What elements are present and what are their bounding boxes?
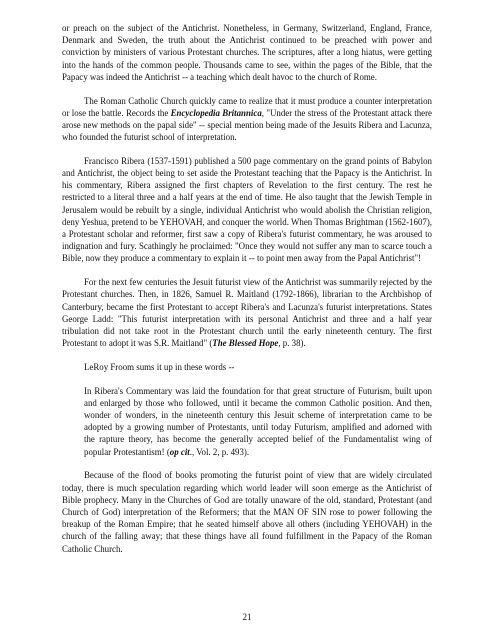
- paragraph-3-text: Francisco Ribera (1537-1591) published a 500 page commentary on the grand points of Babylon and Antichrist, the object being to set aside the Protestant teaching that the Papacy is the Antichrist. In his commentary, Ribera assigned the first chapters of Revelation to the first century. The rest he restricted to a literal three and a half years at the end of time. He also taught that the Jewish Temple in Jerusalem would be rebuilt by a single, individual Antichrist who would abolish the Christian religion, deny Yeshua, pretend to be YEHOVAH, and conquer the world. When Thomas Brightman (1562-1607), a Protestant scholar and reformer, first saw a copy of Ribera's futurist commentary, he was aroused to indignation and fury. Scathingly he proclaimed: "Once they would not suffer any man to scarce touch a Bible, now they produce a commentary to explain it -- to point men away from the Papal Antichrist"!: [62, 155, 432, 264]
- paragraph-7-text: Because of the flood of books promoting the futurist point of view that are widely circulated today, there is much speculation regarding which world leader will soon emerge as the Antichrist of Bible prophecy. Many in the Churches of God are totally unaware of the old, standard, Protestant (and Church of God) interpretation of the Reformers; that the MAN OF SIN rose to power following the breakup of the Roman Empire; that he seated himself above all others (including YEHOVAH) in the church of the falling away; that these things have all found fulfillment in the Papacy of the Roman Catholic Church.: [62, 470, 432, 554]
- paragraph-5-text: LeRoy Froom sums it up in these words --: [84, 361, 235, 372]
- document-body: [62, 22, 432, 566]
- paragraph-2: [62, 95, 432, 144]
- encyclopedia-britannica-title: Encyclopedia Britannica: [170, 107, 262, 118]
- block-quote-text-end: ., Vol. 2, p. 493).: [189, 446, 250, 457]
- block-quote: [84, 385, 432, 458]
- page-number: 21: [242, 612, 252, 622]
- paragraph-4-text-end: , p. 38).: [278, 338, 306, 349]
- block-quote-text-start: In Ribera's Commentary was laid the foundation for that great structure of Futurism, built upon and enlarged by those who followed, until it became the common Catholic position. And then, wonder of wonders, in the nineteenth century this Jesuit scheme of interpretation came to be adopted by a growing number of Protestants, until today Futurism, amplified and adorned with the rapture theory, has become the generally accepted belief of the Fundamentalist wing of popular Protestantism! (: [84, 385, 432, 457]
- paragraph-4: [62, 276, 432, 349]
- paragraph-3: [62, 155, 432, 265]
- paragraph-2-text-start: The Roman Catholic Church quickly came to realize that it must produce a counter interpretation or lose the battle. Records the: [62, 95, 432, 118]
- paragraph-2-text-end: , "Under the stress of the Protestant attack there arose new methods on the papal side" -- special mention being made of the Jesuits Ribera and Lacunza, who founded the futurist school of interpretation.: [62, 107, 432, 143]
- op-cit-citation: op cit: [169, 446, 190, 457]
- paragraph-5: [62, 361, 432, 373]
- blessed-hope-title: The Blessed Hope: [212, 338, 279, 349]
- paragraph-4-text-start: For the next few centuries the Jesuit futurist view of the Antichrist was summarily rejected by the Protestant churches. Then, in 1826, Samuel R. Maitland (1792-1866), librarian to the Archbishop of Canterbury, became the first Protestant to accept Ribera's and Lacunza's futurist interpretations. States George Ladd: "This futurist interpretation with its personal Antichrist and three and a half year tribulation did not take root in the Protestant church until the early nineteenth century. The first Protestant to adopt it was S.R. Maitland" (: [62, 277, 432, 349]
- paragraph-1: [62, 22, 432, 83]
- paragraph-1-text: or preach on the subject of the Antichrist. Nonetheless, in Germany, Switzerland, England, France, Denmark and Sweden, the truth about the Antichrist continued to be preached with power and conviction by ministers of various Protestant churches. The scriptures, after a long hiatus, were getting into the hands of the common people. Thousands came to see, within the pages of the Bible, that the Papacy was indeed the Antichrist -- a teaching which dealt havoc to the church of Rome.: [62, 23, 432, 82]
- paragraph-7: [62, 469, 432, 554]
